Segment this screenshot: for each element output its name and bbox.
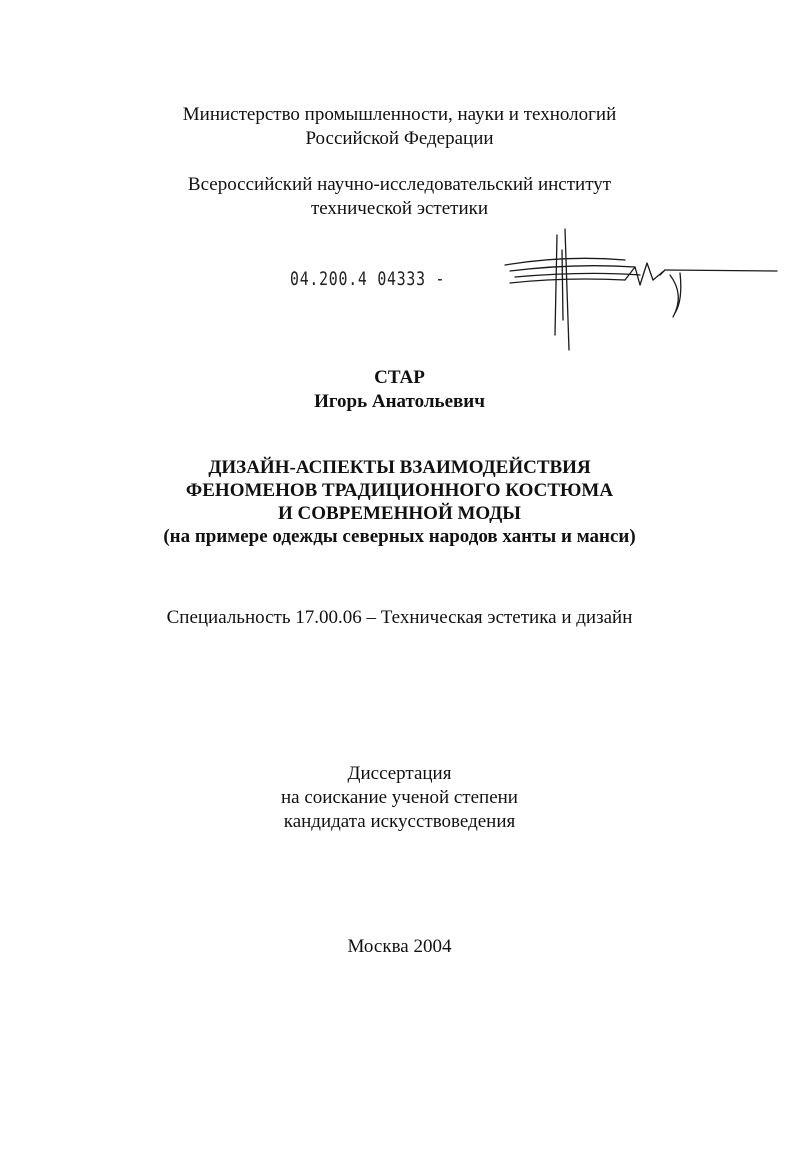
handwritten-signature	[495, 225, 780, 355]
author-name: Игорь Анатольевич	[314, 391, 485, 412]
place-year: Москва 2004	[347, 936, 452, 957]
degree-line-3: кандидата искусствоведения	[283, 811, 516, 832]
degree-line-1: Диссертация	[347, 763, 452, 784]
ministry-line-2: Российской Федерации	[305, 128, 494, 149]
ministry-line-1: Министерство промышленности, науки и технологий	[182, 104, 617, 125]
author-surname: СТАР	[374, 367, 425, 388]
institute-line-2: технической эстетики	[310, 198, 489, 219]
specialty: Специальность 17.00.06 – Техническая эстетика и дизайн	[166, 607, 633, 628]
institute-line-1: Всероссийский научно-исследовательский институт	[187, 174, 612, 195]
title-line-3: И СОВРЕМЕННОЙ МОДЫ	[278, 503, 521, 524]
title-subtitle: (на примере одежды северных народов ханты и манси)	[163, 526, 636, 547]
degree-line-2: на соискание ученой степени	[281, 787, 518, 808]
title-line-1: ДИЗАЙН-АСПЕКТЫ ВЗАИМОДЕЙСТВИЯ	[208, 457, 591, 478]
title-line-2: ФЕНОМЕНОВ ТРАДИЦИОННОГО КОСТЮМА	[185, 480, 614, 501]
registration-number: 04.200.4 04333 -	[290, 268, 446, 290]
